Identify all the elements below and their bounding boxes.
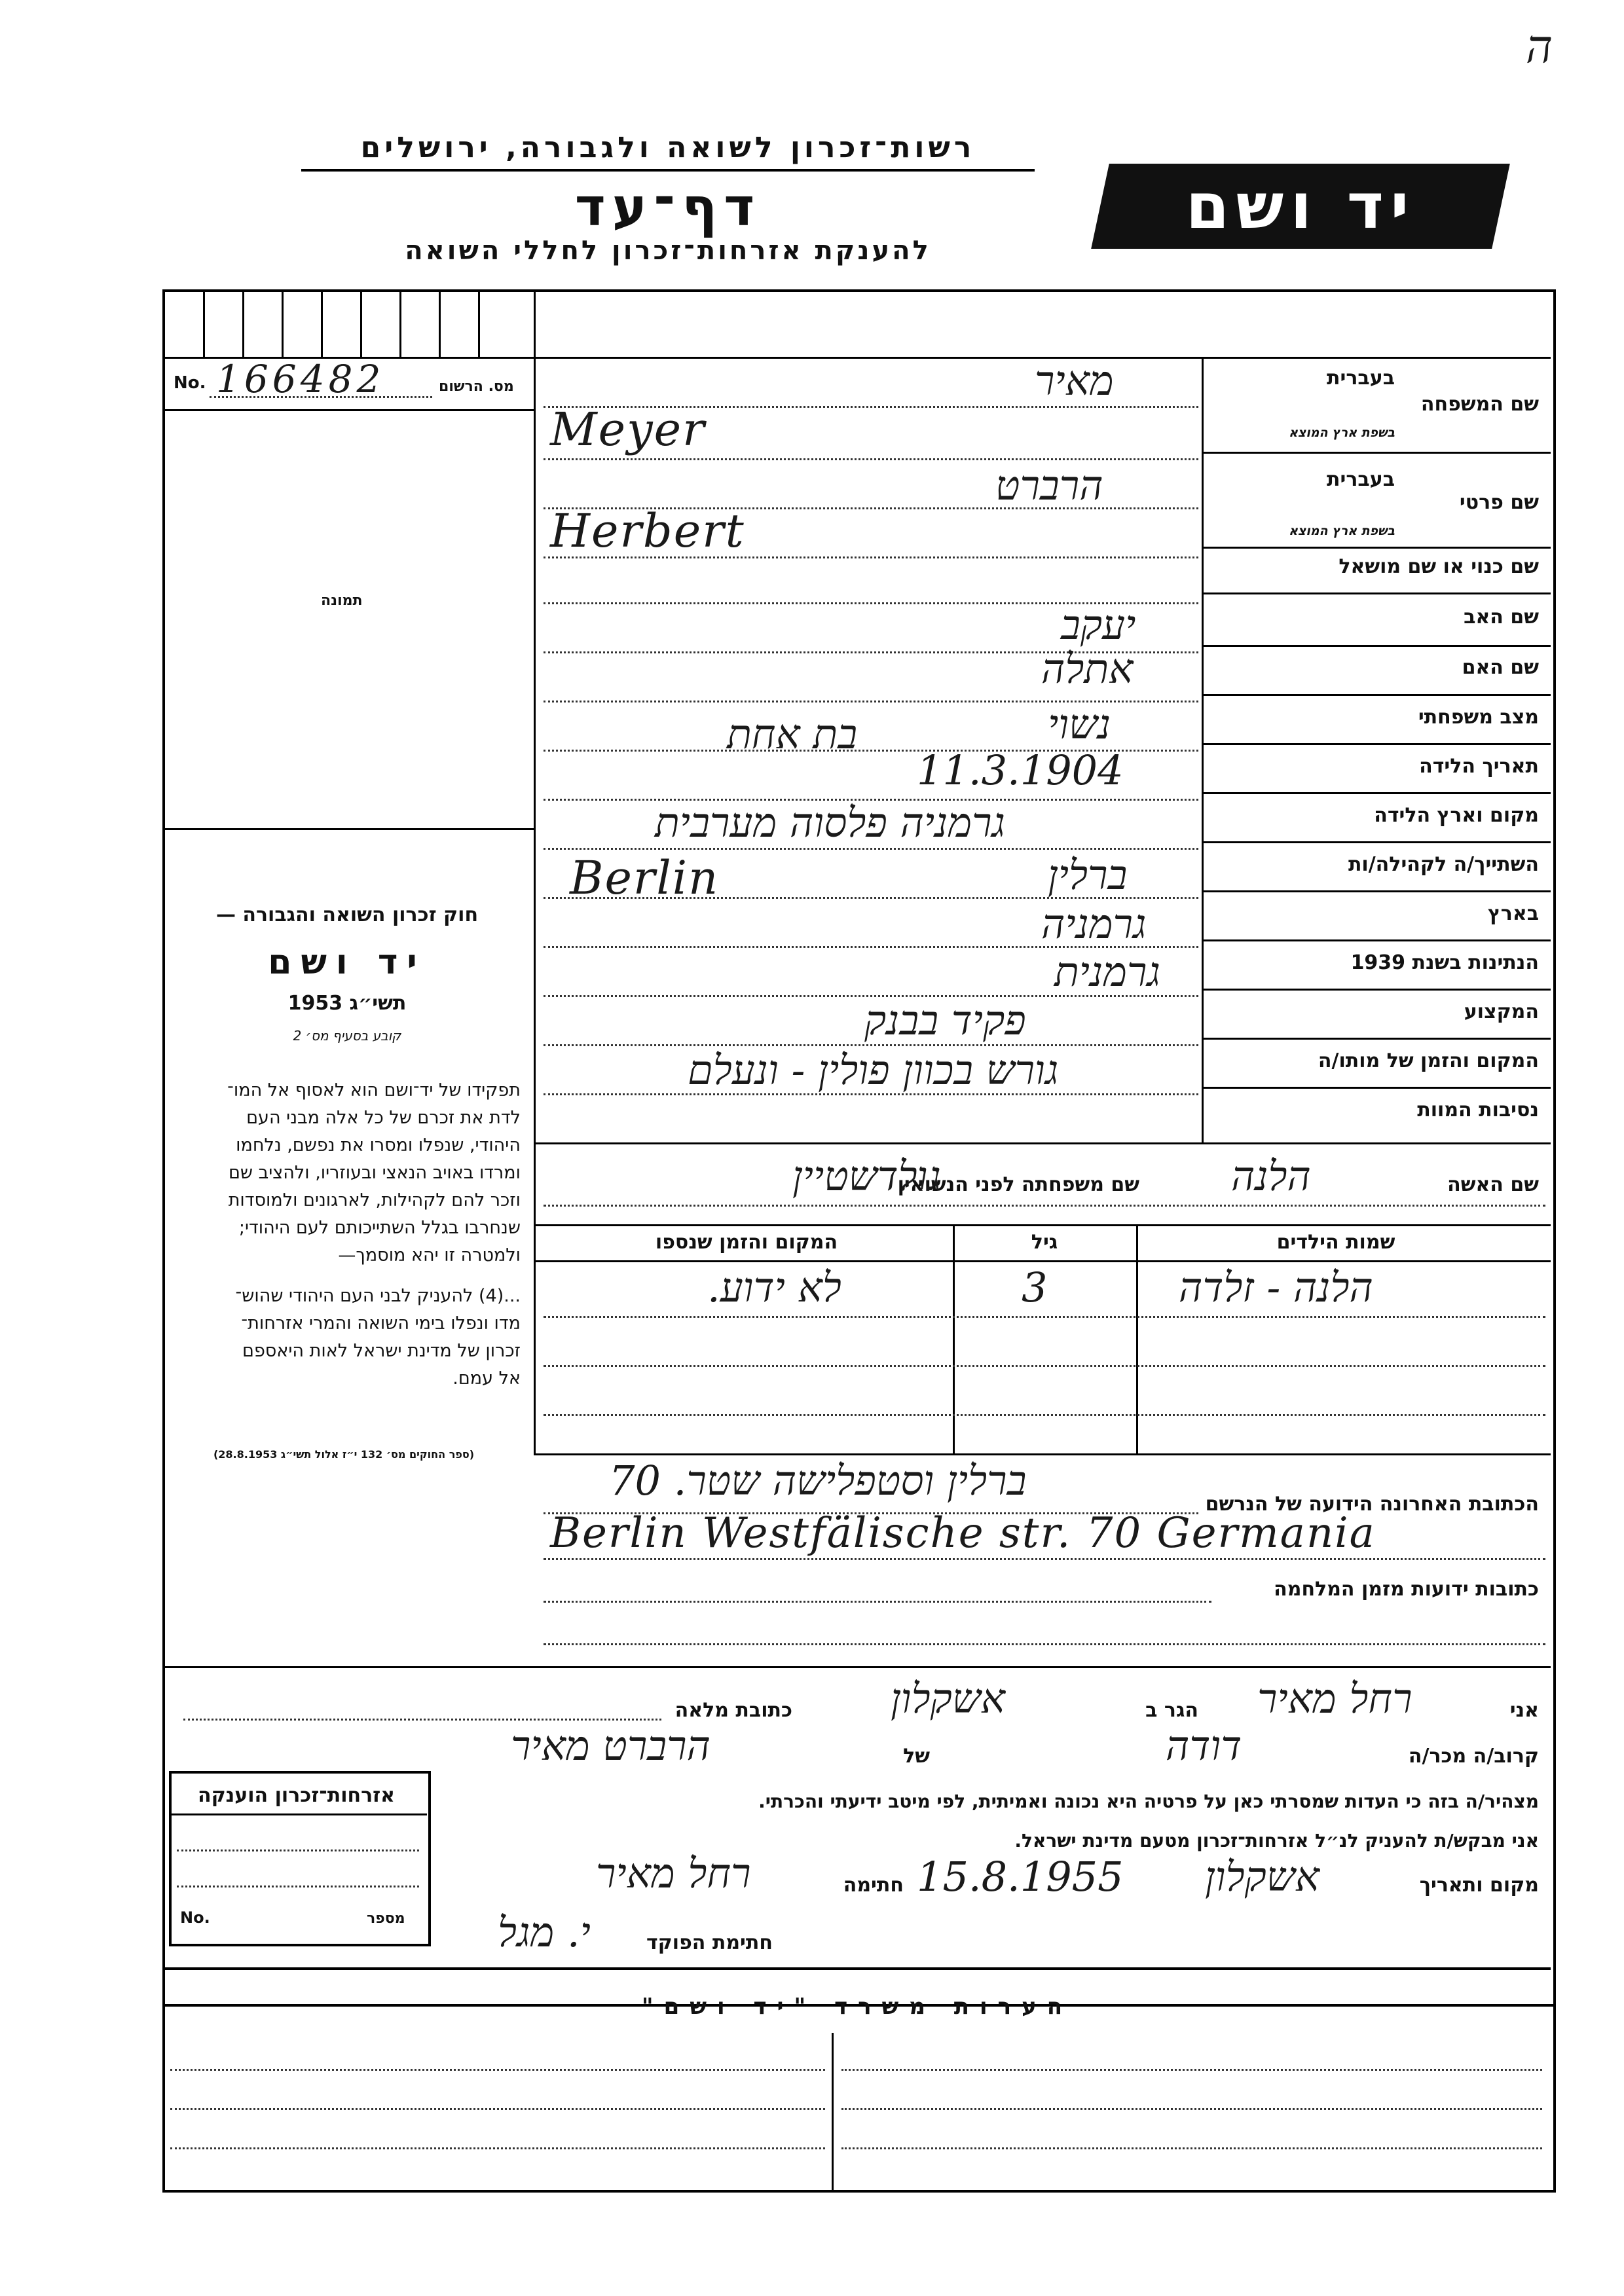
country-label: בארץ (1487, 902, 1539, 925)
declarant-name: רחל מאיר (1257, 1675, 1412, 1722)
spouse-label: שם האשה (1447, 1173, 1539, 1196)
children-table-bottom (534, 1453, 1551, 1455)
personal-section-bottom (534, 1142, 1551, 1144)
declarant-signature: רחל מאיר (596, 1850, 751, 1897)
officer-signature: י. מגל (498, 1908, 591, 1956)
family-name-label: שם המשפחה (1420, 393, 1539, 416)
wartime-address-label: כתובות ידועות מזמן המלחמה (1274, 1578, 1539, 1601)
family-name-latin: Meyer (550, 403, 706, 456)
law-text-line: שנחרבו בגלל השתייכותם לעם היהודי; (238, 1218, 521, 1238)
child-name-value: הלנה - זלדה (1179, 1264, 1373, 1311)
child-place-value: לא ידוע. (707, 1264, 841, 1311)
label-line (1202, 694, 1551, 696)
spouse-line (544, 1205, 1545, 1207)
declarant-i-label: אני (1509, 1699, 1539, 1722)
profession-value: פקיד בבנק (864, 996, 1026, 1044)
full-address-label: כתובת מלאה (674, 1699, 792, 1722)
value-line (544, 848, 1198, 850)
children-row-line (544, 1316, 1545, 1318)
form-subtitle: להענקת אזרחות־זכרון לחללי השואה (405, 236, 931, 266)
death-circumstances-label: נסיבות המוות (1417, 1099, 1539, 1121)
label-line (1202, 989, 1551, 991)
photo-label: תמונה (321, 592, 363, 609)
nickname-label: שם כנוי או שם מושאל (1338, 555, 1539, 578)
law-text-line: ולמטרה זו יהא מוסמך— (338, 1245, 521, 1266)
children-row-line (544, 1365, 1545, 1367)
relation-value: דודה (1166, 1722, 1242, 1770)
spouse-value: הלנה (1231, 1152, 1311, 1200)
label-line (1202, 939, 1551, 941)
first-name-label: שם פרטי (1459, 491, 1539, 514)
label-line (1202, 890, 1551, 892)
community-label: השתייך/ה לקהילה/ות (1348, 853, 1539, 876)
family-origin-lang-label: בשפת ארץ המוצא (1289, 426, 1395, 440)
left-column-divider (534, 291, 536, 1453)
children-age-header: גיל (1031, 1231, 1058, 1254)
law-text-line: היהודי, שנפלו ומסרו את נפשם, נלחמו (236, 1135, 521, 1156)
law-source: (ספר החוקים מס׳ 132 י״ז אלול תשי״ג 28.8.1953) (213, 1448, 475, 1461)
last-address-latin: Berlin Westfälische str. 70 Germania (550, 1509, 1376, 1558)
law-text-line: ומרדו באויב הנאצי ובעוזריו, ולהציב שם (228, 1163, 521, 1183)
community-hebrew-value: ברלין (1048, 851, 1128, 899)
children-place-header: המקום והזמן שנספו (655, 1231, 838, 1254)
stamp-box-divider (170, 1813, 427, 1815)
family-name-hebrew: מאיר (1035, 357, 1114, 405)
citizenship-value: גרמנית (1054, 948, 1160, 996)
marital-extra-value: בת אחת (727, 710, 858, 758)
children-col-divider (953, 1224, 955, 1453)
community-latin-value: Berlin (570, 851, 720, 905)
birthdate-label: תאריך הלידה (1419, 755, 1539, 778)
declaration-text: מצהיר/ה בזה כי העדות שמסרתי כאן על פרטיה היא נכונה ואמיתית, לפי מיטב ידיעתי והכרתי. (758, 1791, 1539, 1812)
first-name-latin: Herbert (550, 504, 745, 558)
declarant-section-top (164, 1666, 1551, 1668)
registration-underline (164, 409, 534, 411)
law-text-line: לדת את זכרם של כל אלה מבני העם (246, 1108, 521, 1128)
first-in-hebrew-label: בעברית (1327, 468, 1395, 491)
date-value: 15.8.1955 (917, 1853, 1124, 1901)
death-place-label: המקום והזמן של מותו/ה (1318, 1049, 1539, 1072)
authority-underline (301, 169, 1035, 172)
last-address-hebrew: ברלין וסטפלישה שטר. 70 (609, 1457, 1027, 1504)
birthplace-label: מקום וארץ הלידה (1374, 804, 1539, 827)
of-value: הרברט מאיר (511, 1722, 710, 1770)
law-year: תשי״ג 1953 (287, 992, 407, 1015)
address-line (544, 1601, 1211, 1603)
label-line (1202, 645, 1551, 647)
officer-signature-label: חתימת הפוקד (646, 1931, 773, 1954)
registration-label: מס. הרשום (439, 378, 514, 395)
label-line (1202, 592, 1551, 594)
signature-label: חתימה (843, 1874, 904, 1897)
grid-cell (321, 291, 323, 357)
spouse-maiden-value: גולדשטיין (792, 1152, 941, 1200)
yad-vashem-logo: יד ושם (1091, 164, 1510, 249)
address-line (544, 1558, 1545, 1560)
place-value: אשקלון (1205, 1853, 1320, 1901)
label-line (1202, 743, 1551, 745)
children-header-top (534, 1224, 1551, 1226)
citizenship-label: הנתינות בשנת 1939 (1350, 951, 1539, 974)
value-line (544, 458, 1198, 460)
label-line (1202, 1087, 1551, 1089)
photo-bottom-line (164, 828, 534, 830)
grid-cell (242, 291, 244, 357)
country-value: גרמניה (1041, 900, 1147, 948)
stamp-box-line (177, 1886, 419, 1887)
father-name-value: יעקב (1061, 601, 1136, 649)
relation-label: קרוב/ה מכר/ה (1408, 1745, 1539, 1768)
label-line (1202, 841, 1551, 843)
form-title: דף־עד (574, 177, 762, 238)
law-text-line: ...(4) להעניק לבני העם היהודי שהוש־ (235, 1286, 521, 1306)
law-name: יד ושם (268, 943, 426, 982)
law-text-line: תפקידו של יד־ושם הוא לאסוף אל המו־ (227, 1080, 521, 1101)
law-clause: קובע בסעיף מס׳ 2 (293, 1028, 401, 1044)
mother-name-value: אתלה (1041, 645, 1134, 693)
office-notes-frame (162, 1967, 1556, 2193)
request-text: אני מבקש/ת להעניק לנ״ל אזרחות־זכרון מטעם מדינת ישראל. (1014, 1830, 1539, 1851)
place-date-label: מקום ותאריך (1419, 1874, 1539, 1897)
registration-no-label: No. (174, 373, 206, 393)
label-line (1202, 792, 1551, 794)
law-title: חוק זכרון השואה והגבורה — (215, 903, 479, 926)
last-address-label: הכתובת האחרונה הידועה של הנרשם (1205, 1493, 1539, 1516)
children-col-divider (1136, 1224, 1138, 1453)
birthdate-value: 11.3.1904 (917, 746, 1124, 794)
mother-label: שם האם (1462, 656, 1539, 679)
label-line (1202, 1038, 1551, 1040)
family-in-hebrew-label: בעברית (1327, 367, 1395, 390)
grid-cell (282, 291, 284, 357)
children-names-header: שמות הילדים (1276, 1231, 1395, 1254)
corner-mark: ה (1526, 20, 1553, 73)
grid-cell (399, 291, 401, 357)
law-text-line: זכרון של מדינת ישראל לאות היאספם (242, 1341, 521, 1361)
first-name-hebrew: הרברט (995, 462, 1103, 509)
child-age-value: 3 (1022, 1264, 1048, 1311)
of-label: של (903, 1745, 930, 1768)
marital-label: מצב משפחתי (1418, 706, 1539, 729)
registration-number: 166482 (216, 357, 385, 401)
office-notes-title: הערות משרד "יד ושם" (641, 1994, 1073, 2020)
stamp-box-title: אזרחות־זכרון הוענקה (197, 1784, 396, 1807)
death-value: גורש בכוון פולין - ונעלם (688, 1046, 1059, 1094)
grid-cell (478, 291, 480, 357)
marital-status-value: נשוי (1048, 701, 1111, 748)
first-origin-lang-label: בשפת ארץ המוצא (1289, 524, 1395, 538)
authority-title: רשות־זכרון לשואה ולגבורה, ירושלים (360, 131, 976, 164)
grid-cell (203, 291, 205, 357)
father-label: שם האב (1464, 606, 1539, 629)
law-text-line: מדו ונפלו בימי השואה והמרי אזרחות־ (241, 1313, 521, 1334)
stamp-box-no-label: No. (180, 1908, 210, 1927)
grid-cell (360, 291, 362, 357)
children-row-line (544, 1414, 1545, 1416)
stamp-box-number-label: מספר (367, 1910, 405, 1927)
grid-cell (439, 291, 441, 357)
law-text-line: אל עמם. (452, 1368, 521, 1389)
children-header-bottom (534, 1260, 1551, 1262)
label-line (1202, 452, 1551, 454)
resides-label: הגר ב (1145, 1699, 1198, 1722)
label-line (1202, 547, 1551, 549)
declarant-city: אשקלון (891, 1675, 1005, 1722)
profession-label: המקצוע (1464, 1000, 1539, 1023)
declarant-address-line (183, 1719, 661, 1721)
law-text-line: וזכר להם לקהילות, לארגונים ולמוסדות (228, 1190, 521, 1211)
spouse-maiden-label: שם משפחתה לפני הנשואין (897, 1173, 1139, 1196)
stamp-box-line (177, 1850, 419, 1851)
address-line (544, 1643, 1545, 1645)
labels-column-divider (1202, 357, 1204, 1142)
birthplace-value: גרמניה פלסוה מערבית (655, 799, 1006, 847)
